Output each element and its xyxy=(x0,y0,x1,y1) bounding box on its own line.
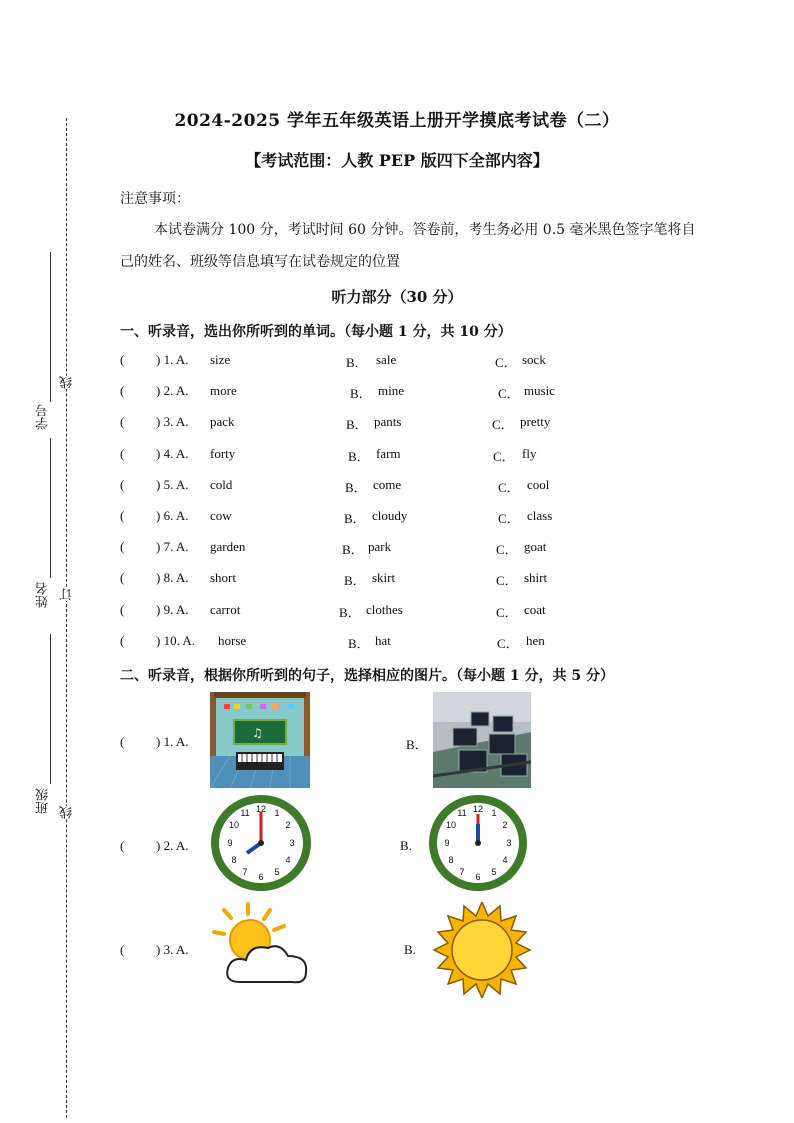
svg-text:9: 9 xyxy=(227,838,233,848)
student-no-underline xyxy=(50,252,51,402)
svg-text:1: 1 xyxy=(274,808,280,818)
question-number: ) 3. A. xyxy=(156,942,189,957)
question-number: ) 10. A. xyxy=(156,633,195,648)
class-underline xyxy=(50,634,51,784)
option-c-label: C． xyxy=(498,511,520,526)
svg-text:11: 11 xyxy=(457,808,467,818)
sun-cloud-icon[interactable] xyxy=(210,902,314,994)
cut-line-mark-1: 线 xyxy=(60,376,75,389)
answer-paren[interactable]: ( xyxy=(120,383,125,398)
sun-icon[interactable] xyxy=(432,902,532,998)
question-number: ) 6. A. xyxy=(156,508,189,523)
svg-text:12: 12 xyxy=(472,804,484,814)
svg-text:12: 12 xyxy=(255,804,267,814)
class-label: 班级 xyxy=(36,788,51,814)
svg-text:8: 8 xyxy=(448,855,454,865)
answer-paren[interactable]: ( xyxy=(120,352,125,367)
option-c-label: C． xyxy=(493,449,515,464)
svg-text:4: 4 xyxy=(502,855,508,865)
computer-room-icon[interactable] xyxy=(433,692,531,788)
question-number: ) 4. A. xyxy=(156,446,189,461)
question-number: ) 7. A. xyxy=(156,539,189,554)
option-b-label: B． xyxy=(344,511,366,526)
option-b-label: B． xyxy=(348,449,370,464)
name-label: 姓名 xyxy=(36,582,51,608)
answer-paren[interactable]: ( xyxy=(120,414,125,429)
option-a-text[interactable]: pack xyxy=(210,414,235,429)
answer-paren[interactable]: ( xyxy=(120,539,125,554)
svg-text:5: 5 xyxy=(274,867,280,877)
option-c-text[interactable]: music xyxy=(524,383,556,398)
option-c-text[interactable]: fly xyxy=(522,446,537,461)
question-number: ) 9. A. xyxy=(156,602,189,617)
option-c-text[interactable]: sock xyxy=(522,352,546,367)
option-a-text[interactable]: size xyxy=(210,352,231,367)
notice-label: 注意事项： xyxy=(120,191,190,207)
svg-text:7: 7 xyxy=(242,867,248,877)
option-c-text[interactable]: class xyxy=(527,508,553,523)
option-b-label: B． xyxy=(346,355,368,370)
option-b-text[interactable]: park xyxy=(368,539,392,554)
name-underline xyxy=(50,438,51,578)
option-a-text[interactable]: cold xyxy=(210,477,233,492)
svg-text:6: 6 xyxy=(258,872,264,882)
music-room-icon[interactable] xyxy=(210,692,310,788)
option-c-text[interactable]: goat xyxy=(524,539,547,554)
svg-text:2: 2 xyxy=(285,820,291,830)
exam-scope: 【考试范围：人教 PEP 版四下全部内容】 xyxy=(245,151,549,170)
clock-twelve-icon[interactable] xyxy=(428,794,528,892)
notice-text: 本试卷满分 100 分，考试时间 60 分钟。答卷前，考生务必用 0.5 毫米黑色签字笔将自己的姓名、班级等信息填写在试卷规定的位置 xyxy=(120,222,696,270)
cut-line-mark-2: 线 xyxy=(60,806,75,819)
svg-text:3: 3 xyxy=(289,838,295,848)
option-c-text[interactable]: coat xyxy=(524,602,546,617)
option-b-label: B． xyxy=(344,573,366,588)
option-a-text[interactable]: garden xyxy=(210,539,246,554)
option-c-label: C． xyxy=(496,573,518,588)
option-c-label: C． xyxy=(496,542,518,557)
answer-paren[interactable]: ( xyxy=(120,508,125,523)
option-a-text[interactable]: more xyxy=(210,383,237,398)
option-c-label: C． xyxy=(492,417,514,432)
option-c-text[interactable]: hen xyxy=(526,633,545,648)
option-b-label: B. xyxy=(404,942,416,957)
answer-paren[interactable]: ( xyxy=(120,942,125,957)
option-c-text[interactable]: pretty xyxy=(520,414,551,429)
answer-paren[interactable]: ( xyxy=(120,633,125,648)
option-b-text[interactable]: come xyxy=(373,477,402,492)
option-b-label: B． xyxy=(346,417,368,432)
option-b-text[interactable]: skirt xyxy=(372,570,396,585)
svg-text:9: 9 xyxy=(444,838,450,848)
question-number: ) 2. A. xyxy=(156,838,189,853)
svg-text:5: 5 xyxy=(491,867,497,877)
svg-text:10: 10 xyxy=(228,820,240,830)
option-b-label: B． xyxy=(342,542,364,557)
option-b-text[interactable]: pants xyxy=(374,414,402,429)
binding-dashed-line xyxy=(66,118,67,1118)
question-number: ) 5. A. xyxy=(156,477,189,492)
answer-paren[interactable]: ( xyxy=(120,446,125,461)
svg-text:6: 6 xyxy=(475,872,481,882)
question-number: ) 1. A. xyxy=(156,352,189,367)
question-number: ) 1. A. xyxy=(156,734,189,749)
option-b-label: B. xyxy=(400,838,412,853)
option-b-label: B． xyxy=(350,386,372,401)
svg-text:10: 10 xyxy=(445,820,457,830)
option-b-text[interactable]: sale xyxy=(376,352,397,367)
option-c-label: C． xyxy=(498,386,520,401)
question-number: ) 8. A. xyxy=(156,570,189,585)
option-b-label: B． xyxy=(345,480,367,495)
option-c-text[interactable]: cool xyxy=(527,477,550,492)
option-a-text[interactable]: forty xyxy=(210,446,236,461)
option-c-text[interactable]: shirt xyxy=(524,570,548,585)
option-b-text[interactable]: hat xyxy=(375,633,391,648)
option-b-text[interactable]: mine xyxy=(378,383,404,398)
option-c-label: C． xyxy=(497,636,519,651)
svg-text:2: 2 xyxy=(502,820,508,830)
svg-text:11: 11 xyxy=(240,808,250,818)
question-number: ) 3. A. xyxy=(156,414,189,429)
option-c-label: C． xyxy=(495,355,517,370)
option-a-text[interactable]: carrot xyxy=(210,602,241,617)
option-b-label: B． xyxy=(339,605,361,620)
answer-paren[interactable]: ( xyxy=(120,477,125,492)
svg-text:8: 8 xyxy=(231,855,237,865)
option-c-label: C． xyxy=(496,605,518,620)
answer-paren[interactable]: ( xyxy=(120,838,125,853)
option-b-label: B． xyxy=(406,737,428,752)
option-a-text[interactable]: cow xyxy=(210,508,232,523)
option-c-label: C． xyxy=(498,480,520,495)
answer-paren[interactable]: ( xyxy=(120,602,125,617)
clock-eight-icon[interactable] xyxy=(210,794,312,892)
section2-heading: 二、听录音，根据你所听到的句子，选择相应的图片。（每小题 1 分，共 5 分） xyxy=(120,668,614,684)
exam-title: 2024-2025 学年五年级英语上册开学摸底考试卷（二） xyxy=(174,111,620,131)
answer-paren[interactable]: ( xyxy=(120,570,125,585)
option-a-text[interactable]: short xyxy=(210,570,236,585)
svg-text:3: 3 xyxy=(506,838,512,848)
section1-heading: 一、听录音，选出你所听到的单词。（每小题 1 分，共 10 分） xyxy=(120,324,512,340)
svg-text:♫: ♫ xyxy=(252,726,263,740)
listening-part-title: 听力部分（30 分） xyxy=(331,288,463,306)
option-b-text[interactable]: farm xyxy=(376,446,401,461)
bind-mark: 订 xyxy=(60,588,75,601)
student-no-label: 学号 xyxy=(36,404,51,430)
answer-paren[interactable]: ( xyxy=(120,734,125,749)
svg-text:4: 4 xyxy=(285,855,291,865)
svg-text:7: 7 xyxy=(459,867,465,877)
option-b-label: B． xyxy=(348,636,370,651)
option-b-text[interactable]: clothes xyxy=(366,602,403,617)
option-a-text[interactable]: horse xyxy=(218,633,247,648)
question-number: ) 2. A. xyxy=(156,383,189,398)
svg-text:1: 1 xyxy=(491,808,497,818)
option-b-text[interactable]: cloudy xyxy=(372,508,408,523)
